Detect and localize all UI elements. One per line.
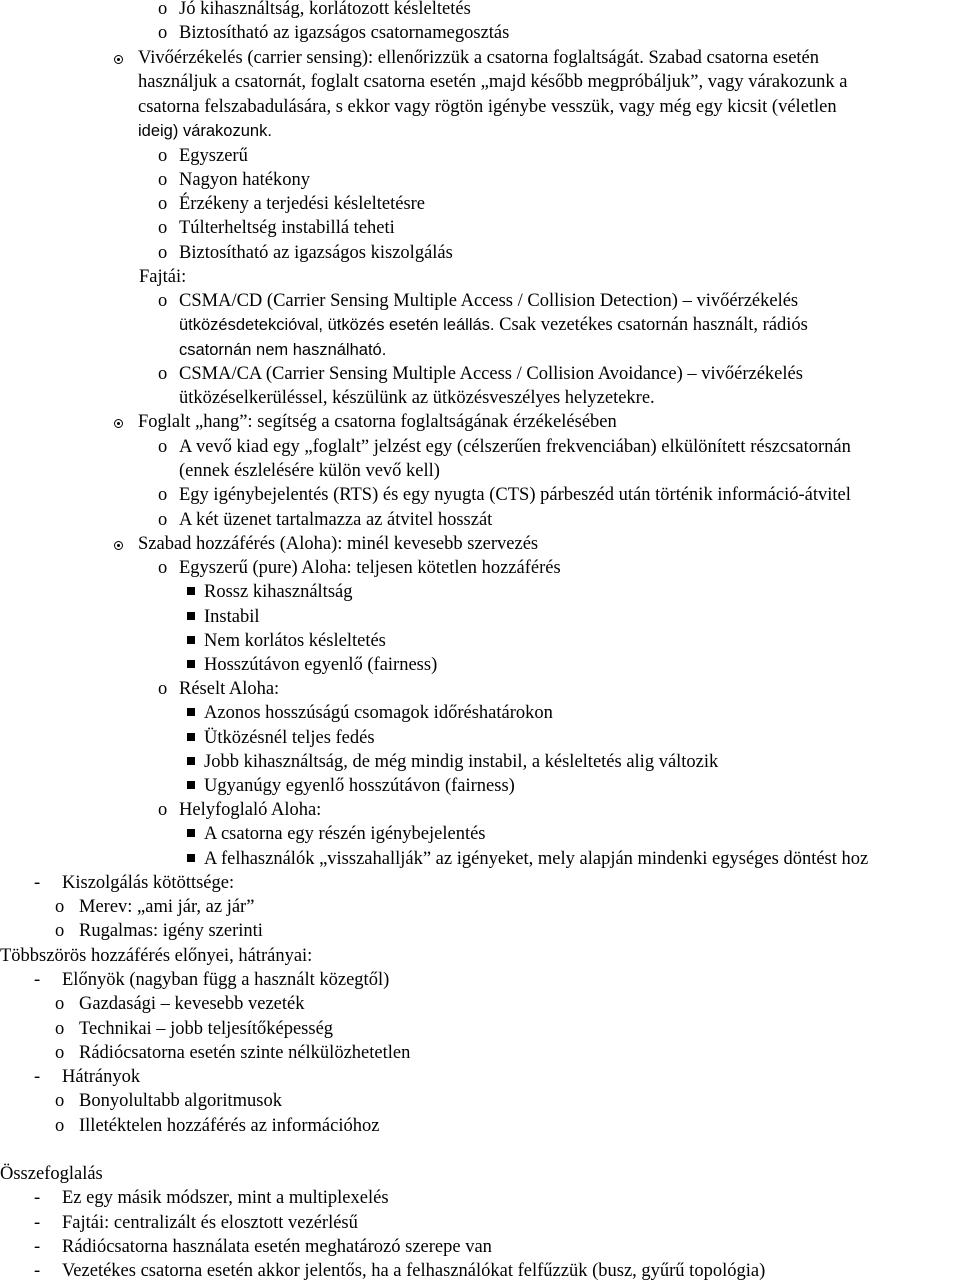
list-item: Jobb kihasználtság, de még mindig instabil, a késleltetés alig változik <box>204 752 719 772</box>
section-heading: Többszörös hozzáférés előnyei, hátrányai: <box>0 946 313 966</box>
list-item: A két üzenet tartalmazza az átvitel hosszát <box>179 510 493 530</box>
paragraph-line <box>179 313 808 337</box>
list-item: A vevő kiad egy „foglalt” jelzést egy (célszerűen frekvenciában) elkülönített részcsatornán <box>179 437 851 457</box>
disc-bullet-icon <box>114 541 123 550</box>
circle-bullet: o <box>55 1043 65 1063</box>
square-bullet-icon <box>187 636 195 644</box>
circle-bullet: o <box>158 437 168 457</box>
list-item: Rádiócsatorna használata esetén meghatározó szerepe van <box>62 1237 492 1257</box>
circle-bullet: o <box>158 243 168 263</box>
list-item: Túlterheltség instabillá teheti <box>179 218 395 238</box>
dash-bullet: - <box>34 1213 41 1233</box>
circle-bullet: o <box>158 170 168 190</box>
circle-bullet: o <box>158 800 168 820</box>
text-run: Csak vezetékes csatornán használt, rádiós <box>494 315 808 335</box>
dash-bullet: - <box>34 1261 41 1281</box>
list-item: Biztosítható az igazságos kiszolgálás <box>179 243 453 263</box>
list-item: Merev: „ami jár, az jár” <box>79 897 255 917</box>
list-item: Ütközésnél teljes fedés <box>204 728 375 748</box>
square-bullet-icon <box>187 781 195 789</box>
list-item: Helyfoglaló Aloha: <box>179 800 322 820</box>
dash-bullet: - <box>34 1237 41 1257</box>
square-bullet-icon <box>187 587 195 595</box>
list-item: Rádiócsatorna esetén szinte nélkülözhetetlen <box>79 1043 411 1063</box>
list-item: Réselt Aloha: <box>179 679 280 699</box>
square-bullet-icon <box>187 612 195 620</box>
circle-bullet: o <box>158 485 168 505</box>
circle-bullet: o <box>55 1091 65 1111</box>
list-item: Azonos hosszúságú csomagok időréshatárokon <box>204 703 553 723</box>
circle-bullet: o <box>55 994 65 1014</box>
paragraph-line: ütközéselkerüléssel, készülünk az ütközésveszélyes helyzetekre. <box>179 388 655 408</box>
list-item: Rugalmas: igény szerinti <box>79 921 263 941</box>
list-item: Gazdasági – kevesebb vezeték <box>79 994 305 1014</box>
text-run: ütközésdetekcióval, ütközés esetén leállás. <box>179 316 495 334</box>
square-bullet-icon <box>187 733 195 741</box>
list-item: Hosszútávon egyenlő (fairness) <box>204 655 438 675</box>
list-item: Technikai – jobb teljesítőképesség <box>79 1019 334 1039</box>
disc-bullet-icon <box>114 55 123 64</box>
circle-bullet: o <box>55 897 65 917</box>
list-item: Ugyanúgy egyenlő hosszútávon (fairness) <box>204 776 515 796</box>
disc-bullet-icon <box>114 419 123 428</box>
list-item: Egyszerű (pure) Aloha: teljesen kötetlen hozzáférés <box>179 558 561 578</box>
circle-bullet: o <box>55 1019 65 1039</box>
list-item: Vezetékes csatorna esetén akkor jelentős, ha a felhasználókat felfűzzük (busz, gyűrű topológia) <box>62 1261 766 1281</box>
paragraph-line: ideig) várakozunk. <box>138 122 272 140</box>
list-item: Kiszolgálás kötöttsége: <box>62 873 235 893</box>
list-item: CSMA/CA (Carrier Sensing Multiple Access / Collision Avoidance) – vivőérzékelés <box>179 364 803 384</box>
list-item: Nagyon hatékony <box>179 170 311 190</box>
circle-bullet: o <box>158 679 168 699</box>
circle-bullet: o <box>158 146 168 166</box>
list-item: Biztosítható az igazságos csatornamegosztás <box>179 23 510 43</box>
list-item: Vivőérzékelés (carrier sensing): ellenőrizzük a csatorna foglaltságát. Szabad csatorna esetén <box>138 48 820 68</box>
circle-bullet: o <box>158 558 168 578</box>
list-item: Érzékeny a terjedési késleltetésre <box>179 194 426 214</box>
square-bullet-icon <box>187 757 195 765</box>
square-bullet-icon <box>187 829 195 837</box>
list-item: Instabil <box>204 607 260 627</box>
list-item: Szabad hozzáférés (Aloha): minél kevesebb szervezés <box>138 534 539 554</box>
circle-bullet: o <box>158 23 168 43</box>
square-bullet-icon <box>187 708 195 716</box>
square-bullet-icon <box>187 660 195 668</box>
dash-bullet: - <box>34 1188 41 1208</box>
paragraph-line: használjuk a csatornát, foglalt csatorna esetén „majd később megpróbáljuk”, vagy várakozunk a <box>138 72 848 92</box>
list-item: Illetéktelen hozzáférés az információhoz <box>79 1116 380 1136</box>
dash-bullet: - <box>34 1067 41 1087</box>
list-item: Foglalt „hang”: segítség a csatorna foglaltságának érzékelésében <box>138 412 617 432</box>
list-item: Hátrányok <box>62 1067 141 1087</box>
list-item: Fajtái: centralizált és elosztott vezérlésű <box>62 1213 358 1233</box>
list-item: Rossz kihasználtság <box>204 582 353 602</box>
list-item: A csatorna egy részén igénybejelentés <box>204 824 486 844</box>
list-item: Előnyök (nagyban függ a használt közegtől) <box>62 970 390 990</box>
circle-bullet: o <box>158 364 168 384</box>
circle-bullet: o <box>158 218 168 238</box>
paragraph-line: (ennek észlelésére külön vevő kell) <box>179 461 440 481</box>
circle-bullet: o <box>158 291 168 311</box>
dash-bullet: - <box>34 873 41 893</box>
square-bullet-icon <box>187 854 195 862</box>
circle-bullet: o <box>55 1116 65 1136</box>
list-item: Bonyolultabb algoritmusok <box>79 1091 282 1111</box>
section-label: Fajtái: <box>139 267 187 287</box>
paragraph-line: csatornán nem használható. <box>179 341 387 359</box>
section-heading: Összefoglalás <box>0 1164 103 1184</box>
dash-bullet: - <box>34 970 41 990</box>
circle-bullet: o <box>158 510 168 530</box>
list-item: Jó kihasználtság, korlátozott késleltetés <box>179 0 471 19</box>
circle-bullet: o <box>158 194 168 214</box>
list-item: Nem korlátos késleltetés <box>204 631 386 651</box>
list-item: Egyszerű <box>179 146 248 166</box>
paragraph-line: csatorna felszabadulására, s ekkor vagy rögtön igénybe vesszük, vagy még egy kicsit (véletlen <box>138 97 837 117</box>
list-item: A felhasználók „visszahallják” az igényeket, mely alapján mindenki egységes döntést hoz <box>204 849 869 869</box>
list-item: Egy igénybejelentés (RTS) és egy nyugta (CTS) párbeszéd után történik információ-átvitel <box>179 485 851 505</box>
circle-bullet: o <box>158 0 168 19</box>
circle-bullet: o <box>55 921 65 941</box>
list-item: CSMA/CD (Carrier Sensing Multiple Access / Collision Detection) – vivőérzékelés <box>179 291 799 311</box>
list-item: Ez egy másik módszer, mint a multiplexelés <box>62 1188 389 1208</box>
